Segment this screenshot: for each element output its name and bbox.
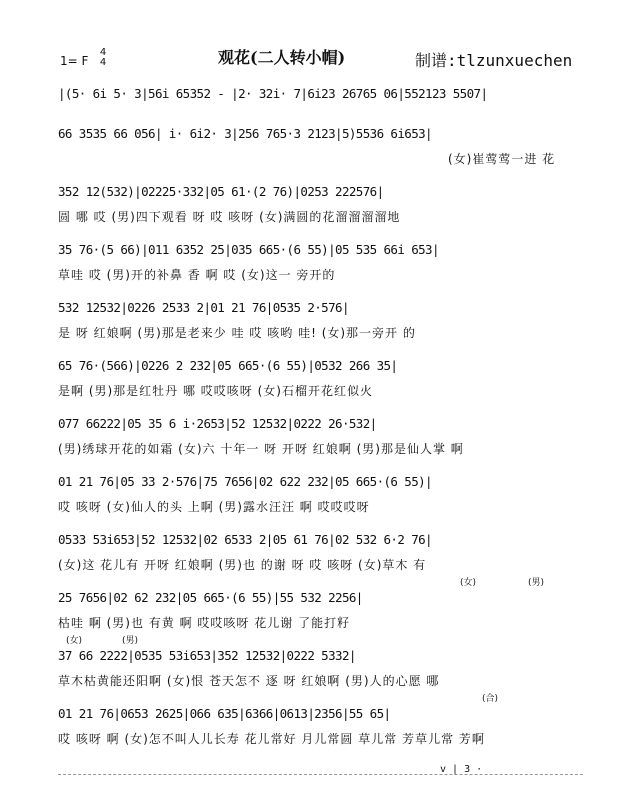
lyrics-line: 是 呀 红娘啊 (男)那是老来少 哇 哎 咳哟 哇! (女)那一旁开 的 [58,326,416,340]
voice-marker: (合) [482,694,499,704]
time-signature [96,48,110,68]
notation-line: 65 76·(566)|0226 2 232|05 665·(6 55)|0532 266 35| [58,358,398,373]
notation-line: 352 12(532)|02225·332|05 61·(2 76)|0253 222576| [58,184,384,199]
notation-line: 01 21 76|05 33 2·576|75 7656|02 622 232|05 665·(6 55)| [58,474,432,489]
lyrics-line: (女)崔莺莺一进 花 [448,152,556,166]
notation-line: 0533 53i653|52 12532|02 6533 2|05 61 76|02 532 6·2 76| [58,532,432,547]
notation-line: 37 66 2222|0535 53i653|352 12532|0222 5332| [58,648,356,663]
lyrics-line: 草哇 哎 (男)开的补鼻 香 啊 哎 (女)这一 旁开的 [58,268,336,282]
voice-marker: (女) [460,578,477,588]
lyrics-line: 哎 咳呀 啊 (女)怎不叫人儿长寿 花儿常好 月儿常圆 草儿常 芳草儿常 芳啊 [58,732,485,746]
lyrics-line: 是啊 (男)那是红牡丹 哪 哎哎咳呀 (女)石榴开花红似火 [58,384,373,398]
key-signature: 1= F [60,54,89,68]
notation-line: 077 66222|05 35 6 i·2653|52 12532|0222 26·532| [58,416,377,431]
song-title: 观花(二人转小帽) [218,48,346,67]
notation-line: 35 76·(5 66)|011 6352 25|035 665·(6 55)|05 535 66i 653| [58,242,439,257]
lyrics-line: (女)这 花儿有 开呀 红娘啊 (男)也 的谢 呀 哎 咳呀 (女)草木 有 [58,558,427,572]
voice-marker: (男) [122,636,139,646]
voice-marker: (男) [528,578,545,588]
lyrics-line: 圆 哪 哎 (男)四下观看 呀 哎 咳呀 (女)满圆的花溜溜溜溜地 [58,210,401,224]
meter-top: 4 [99,47,107,58]
notation-line: 66 3535 66 056| i· 6i2· 3|256 765·3 2123|5)5536 6i653| [58,126,432,141]
notation-line: 01 21 76|0653 2625|066 635|6366|0613|2356|55 65| [58,706,391,721]
transcriber-credit: 制谱:tlzunxuechen [415,51,573,70]
lyrics-line: (男)绣球开花的如霜 (女)六 十年一 呀 开呀 红娘啊 (男)那是仙人掌 啊 [58,442,464,456]
cut-off-row [58,774,583,775]
notation-line: 25 7656|02 62 232|05 665·(6 55)|55 532 2256| [58,590,363,605]
notation-line: |(5· 6i 5· 3|56i 65352 - |2· 32i· 7|6i23 26765 06|552123 5507| [58,86,488,101]
lyrics-line: 枯哇 啊 (男)也 有黄 啊 哎哎咳呀 花儿谢 了能打籽 [58,616,351,630]
lyrics-line: 草木枯黄能还阳啊 (女)恨 苍天怎不 逐 呀 红娘啊 (男)人的心愿 哪 [58,674,440,688]
footer-mark: v | 3 · [440,764,483,775]
notation-line: 532 12532|0226 2533 2|01 21 76|0535 2·576| [58,300,349,315]
lyrics-line: 哎 咳呀 (女)仙人的头 上啊 (男)露水汪汪 啊 哎哎哎呀 [58,500,370,514]
meter-bottom: 4 [99,57,107,68]
voice-marker: (女) [66,636,83,646]
